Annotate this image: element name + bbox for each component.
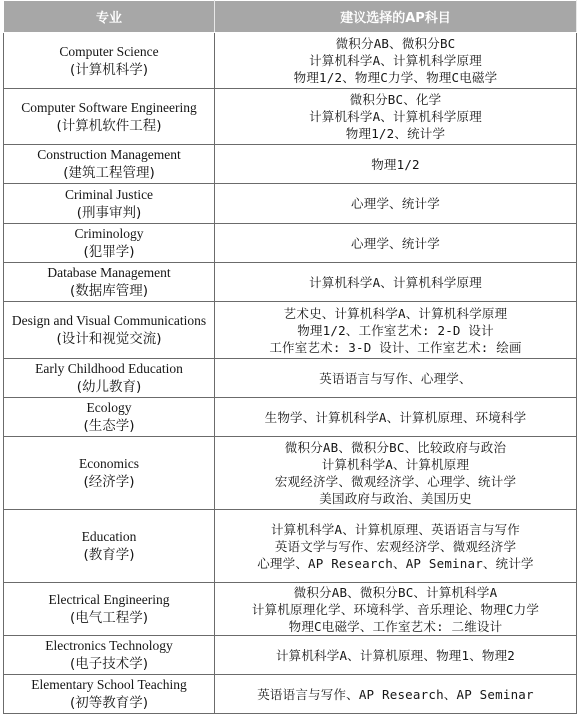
header-major: 专业 bbox=[4, 1, 215, 33]
ap-subject-line: 物理C电磁学、工作室艺术: 二维设计 bbox=[288, 618, 503, 634]
ap-subject-line: 计算机科学A、计算机科学原理 bbox=[309, 53, 482, 68]
ap-subject-line: 心理学、统计学 bbox=[351, 235, 440, 251]
table-row bbox=[4, 33, 577, 89]
major-name-en: Design and Visual Communications bbox=[11, 313, 207, 328]
header-row bbox=[4, 1, 577, 33]
major-cell bbox=[4, 510, 215, 583]
ap-subject-line: 物理1/2、统计学 bbox=[345, 126, 446, 141]
ap-subject-line: 计算机科学A、计算机科学原理 bbox=[309, 274, 482, 290]
major-name-en: Construction Management bbox=[37, 147, 181, 162]
major-name-cn: (初等教育学) bbox=[69, 695, 149, 711]
ap-subjects-cell bbox=[215, 302, 577, 359]
table-row bbox=[4, 583, 577, 636]
ap-subject-line: 英语语言与写作、AP Research、AP Seminar bbox=[257, 686, 534, 702]
ap-subject-line: 美国政府与政治、美国历史 bbox=[319, 491, 472, 506]
ap-subject-line: 计算机科学A、计算机科学原理 bbox=[309, 109, 482, 124]
major-name-cn: (计算机软件工程) bbox=[56, 117, 162, 134]
ap-subject-line: 英语文学与写作、宏观经济学、微观经济学 bbox=[274, 538, 517, 554]
table-row bbox=[4, 636, 577, 675]
ap-subject-line: 微积分AB、微积分BC、计算机科学A bbox=[293, 584, 498, 600]
major-cell bbox=[4, 675, 215, 714]
ap-subject-line: 物理1/2、物理C力学、物理C电磁学 bbox=[293, 70, 498, 85]
ap-subject-line: 微积分BC、化学 bbox=[349, 92, 442, 107]
ap-subject-line: 计算机科学A、计算机原理、物理1、物理2 bbox=[275, 647, 516, 663]
major-cell bbox=[4, 359, 215, 398]
ap-subjects-cell bbox=[215, 359, 577, 398]
ap-subjects-cell bbox=[215, 33, 577, 89]
major-cell bbox=[4, 583, 215, 636]
major-name-cn: (刑事审判) bbox=[76, 204, 142, 221]
major-name-en: Criminology bbox=[74, 226, 144, 241]
table-row bbox=[4, 359, 577, 398]
ap-subject-line: 工作室艺术: 3-D 设计、工作室艺术: 绘画 bbox=[269, 339, 522, 355]
ap-subjects-cell bbox=[215, 398, 577, 437]
ap-subjects-cell bbox=[215, 510, 577, 583]
major-cell bbox=[4, 302, 215, 359]
ap-subject-line: 生物学、计算机科学A、计算机原理、环境科学 bbox=[264, 409, 527, 425]
table-row bbox=[4, 224, 577, 263]
major-name-en: Electrical Engineering bbox=[48, 592, 170, 607]
table-row bbox=[4, 184, 577, 224]
ap-subject-line: 微积分AB、微积分BC、比较政府与政治 bbox=[284, 440, 507, 455]
ap-subjects-cell bbox=[215, 636, 577, 675]
major-name-en: Early Childhood Education bbox=[35, 361, 183, 376]
ap-subject-line: 心理学、统计学 bbox=[351, 196, 440, 211]
table-row bbox=[4, 675, 577, 714]
major-cell bbox=[4, 636, 215, 675]
major-name-en: Computer Science bbox=[59, 43, 159, 59]
major-name-cn: (经济学) bbox=[83, 474, 135, 490]
ap-subject-line: 心理学、AP Research、AP Seminar、统计学 bbox=[257, 555, 534, 571]
ap-subjects-cell bbox=[215, 184, 577, 224]
ap-subjects-cell bbox=[215, 263, 577, 302]
ap-subject-line: 微积分AB、微积分BC bbox=[335, 36, 456, 51]
major-name-en: Ecology bbox=[86, 400, 132, 415]
major-cell bbox=[4, 224, 215, 263]
table-row bbox=[4, 510, 577, 583]
major-cell bbox=[4, 437, 215, 510]
ap-subject-line: 计算机科学A、计算机原理 bbox=[321, 457, 470, 472]
table-row bbox=[4, 398, 577, 437]
major-cell bbox=[4, 184, 215, 224]
ap-subjects-cell bbox=[215, 224, 577, 263]
ap-subject-line: 物理1/2、工作室艺术: 2-D 设计 bbox=[297, 322, 494, 338]
major-name-cn: (设计和视觉交流) bbox=[56, 331, 162, 347]
major-cell bbox=[4, 398, 215, 437]
ap-subjects-cell bbox=[215, 583, 577, 636]
table-row bbox=[4, 263, 577, 302]
major-name-en: Computer Software Engineering bbox=[21, 99, 197, 115]
table-row bbox=[4, 89, 577, 145]
ap-subject-line: 计算机科学A、计算机原理、英语语言与写作 bbox=[270, 521, 521, 537]
major-cell bbox=[4, 263, 215, 302]
major-name-cn: (教育学) bbox=[83, 547, 135, 563]
major-name-cn: (计算机科学) bbox=[69, 61, 149, 78]
header-ap-subjects: 建议选择的AP科目 bbox=[215, 1, 577, 33]
major-name-cn: (电子技术学) bbox=[69, 656, 149, 672]
table-row bbox=[4, 437, 577, 510]
ap-subject-line: 英语语言与写作、心理学、 bbox=[319, 370, 472, 386]
ap-subject-line: 艺术史、计算机科学A、计算机科学原理 bbox=[283, 305, 508, 321]
major-name-cn: (数据库管理) bbox=[69, 283, 149, 299]
major-name-en: Elementary School Teaching bbox=[31, 677, 187, 692]
major-name-en: Economics bbox=[79, 456, 139, 471]
ap-subjects-cell bbox=[215, 89, 577, 145]
major-name-cn: (建筑工程管理) bbox=[63, 165, 155, 181]
ap-subject-line: 宏观经济学、微观经济学、心理学、统计学 bbox=[274, 474, 517, 489]
major-name-en: Electronics Technology bbox=[45, 638, 173, 653]
ap-subject-line: 计算机原理化学、环境科学、音乐理论、物理C力学 bbox=[251, 601, 540, 617]
major-name-en: Education bbox=[81, 529, 137, 544]
major-name-cn: (电气工程学) bbox=[69, 610, 149, 626]
ap-subjects-cell bbox=[215, 437, 577, 510]
major-cell bbox=[4, 89, 215, 145]
ap-subject-line: 物理1/2 bbox=[371, 156, 420, 172]
major-name-cn: (幼儿教育) bbox=[76, 379, 142, 395]
major-name-en: Database Management bbox=[47, 265, 171, 280]
major-name-en: Criminal Justice bbox=[64, 186, 154, 202]
major-name-cn: (生态学) bbox=[83, 418, 135, 434]
major-name-cn: (犯罪学) bbox=[83, 244, 135, 260]
major-cell bbox=[4, 145, 215, 184]
table-row bbox=[4, 145, 577, 184]
table-body bbox=[4, 33, 577, 714]
table-row bbox=[4, 302, 577, 359]
major-cell bbox=[4, 33, 215, 89]
ap-subjects-table bbox=[3, 0, 577, 714]
ap-subjects-cell bbox=[215, 675, 577, 714]
ap-subjects-cell bbox=[215, 145, 577, 184]
